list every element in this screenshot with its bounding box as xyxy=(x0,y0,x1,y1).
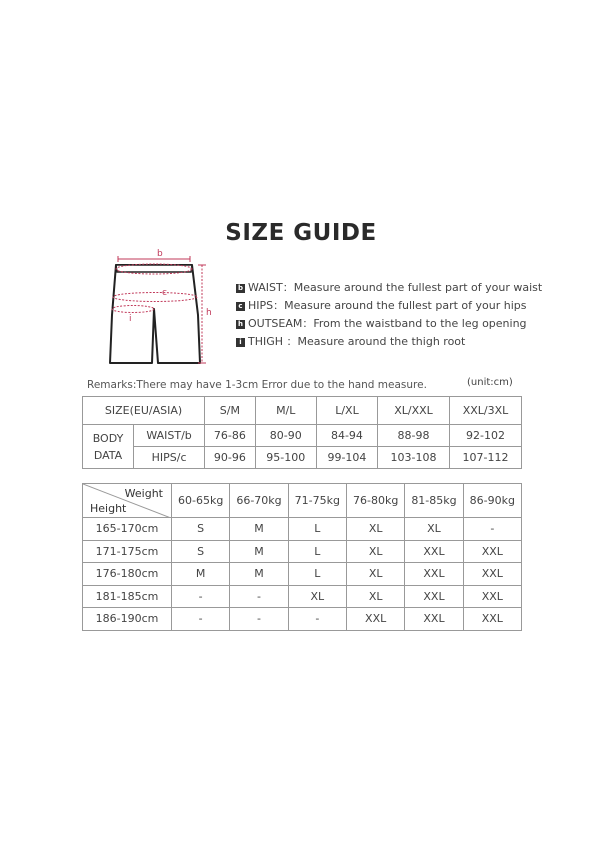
table-cell: 88-98 xyxy=(378,425,450,447)
height-label: Height xyxy=(90,502,127,515)
legend-item xyxy=(236,333,542,351)
group-label-line: DATA xyxy=(93,448,123,462)
table-cell: M xyxy=(172,563,230,586)
table-cell: M xyxy=(230,540,288,563)
table-cell: 80-90 xyxy=(255,425,316,447)
table-cell: XXL xyxy=(463,563,521,586)
table-cell: L xyxy=(288,518,346,541)
label-b: b xyxy=(157,249,163,259)
table-cell: - xyxy=(288,608,346,631)
shorts-diagram xyxy=(100,245,225,375)
table-cell: XXL xyxy=(463,540,521,563)
legend-item xyxy=(236,297,542,315)
legend-text: WAIST：Measure around the fullest part of your waist xyxy=(248,281,543,294)
table-cell: S xyxy=(172,518,230,541)
unit-label: (unit:cm) xyxy=(467,377,513,388)
row-label: HIPS/c xyxy=(134,447,205,469)
table-row xyxy=(83,447,522,469)
table-cell: M xyxy=(230,563,288,586)
weight-header: 60-65kg xyxy=(172,484,230,518)
table-cell: XL xyxy=(405,518,463,541)
weight-header: 86-90kg xyxy=(463,484,521,518)
table-row xyxy=(83,608,522,631)
legend-text: OUTSEAM：From the waistband to the leg opening xyxy=(248,317,527,330)
legend-item xyxy=(236,315,542,333)
height-cell: 186-190cm xyxy=(83,608,172,631)
table-cell: S xyxy=(172,540,230,563)
table-cell: 103-108 xyxy=(378,447,450,469)
table-cell: XXL xyxy=(405,540,463,563)
table-cell: XXL xyxy=(405,563,463,586)
fit-table-header xyxy=(83,484,522,518)
weight-header: 81-85kg xyxy=(405,484,463,518)
table-row xyxy=(83,540,522,563)
header-cell: XL/XXL xyxy=(378,397,450,425)
header-cell: S/M xyxy=(205,397,256,425)
height-cell: 176-180cm xyxy=(83,563,172,586)
table-cell: 95-100 xyxy=(255,447,316,469)
height-cell: 181-185cm xyxy=(83,585,172,608)
remarks-note: Remarks:There may have 1-3cm Error due to the hand measure. xyxy=(87,379,427,391)
row-label: WAIST/b xyxy=(134,425,205,447)
legend-key: i xyxy=(236,338,245,347)
table-cell: 84-94 xyxy=(316,425,377,447)
table-cell: 99-104 xyxy=(316,447,377,469)
weight-header: 76-80kg xyxy=(346,484,404,518)
legend-key: h xyxy=(236,320,245,329)
table-cell: M xyxy=(230,518,288,541)
weight-header: 71-75kg xyxy=(288,484,346,518)
header-cell: M/L xyxy=(255,397,316,425)
table-cell: - xyxy=(172,585,230,608)
table-cell: XL xyxy=(346,518,404,541)
table-cell: XL xyxy=(346,563,404,586)
table-cell: - xyxy=(230,585,288,608)
size-table xyxy=(82,396,522,469)
shorts-outline xyxy=(110,265,200,363)
weight-header: 66-70kg xyxy=(230,484,288,518)
table-cell: L xyxy=(288,563,346,586)
label-c: c xyxy=(162,288,167,298)
legend-text: HIPS：Measure around the fullest part of your hips xyxy=(248,299,527,312)
label-h: h xyxy=(206,308,212,318)
table-cell: XXL xyxy=(346,608,404,631)
table-row xyxy=(83,518,522,541)
height-cell: 165-170cm xyxy=(83,518,172,541)
fit-table xyxy=(82,483,522,631)
group-label-line: BODY xyxy=(92,431,124,445)
header-cell: XXL/3XL xyxy=(450,397,522,425)
legend-key: c xyxy=(236,302,245,311)
header-cell: L/XL xyxy=(316,397,377,425)
group-label xyxy=(83,425,134,469)
table-cell: - xyxy=(172,608,230,631)
table-cell: XXL xyxy=(405,608,463,631)
table-cell: - xyxy=(230,608,288,631)
label-i: i xyxy=(129,314,132,324)
legend-key: b xyxy=(237,283,243,292)
table-cell: - xyxy=(463,518,521,541)
table-cell: 92-102 xyxy=(450,425,522,447)
page-title: SIZE GUIDE xyxy=(225,220,377,246)
table-cell: XXL xyxy=(405,585,463,608)
table-cell: XXL xyxy=(463,608,521,631)
table-row xyxy=(83,563,522,586)
size-table-header xyxy=(83,397,522,425)
table-cell: L xyxy=(288,540,346,563)
table-row xyxy=(83,425,522,447)
table-cell: 76-86 xyxy=(205,425,256,447)
corner-cell xyxy=(83,484,172,518)
table-row xyxy=(83,585,522,608)
legend-item xyxy=(236,279,542,297)
table-cell: XXL xyxy=(463,585,521,608)
height-cell: 171-175cm xyxy=(83,540,172,563)
table-cell: XL xyxy=(346,585,404,608)
table-cell: XL xyxy=(288,585,346,608)
table-cell: 90-96 xyxy=(205,447,256,469)
weight-label: Weight xyxy=(124,487,163,500)
table-cell: XL xyxy=(346,540,404,563)
header-cell: SIZE(EU/ASIA) xyxy=(83,397,205,425)
table-cell: 107-112 xyxy=(450,447,522,469)
legend-text: THIGH ：Measure around the thigh root xyxy=(248,335,466,348)
measurement-legend xyxy=(236,279,542,351)
